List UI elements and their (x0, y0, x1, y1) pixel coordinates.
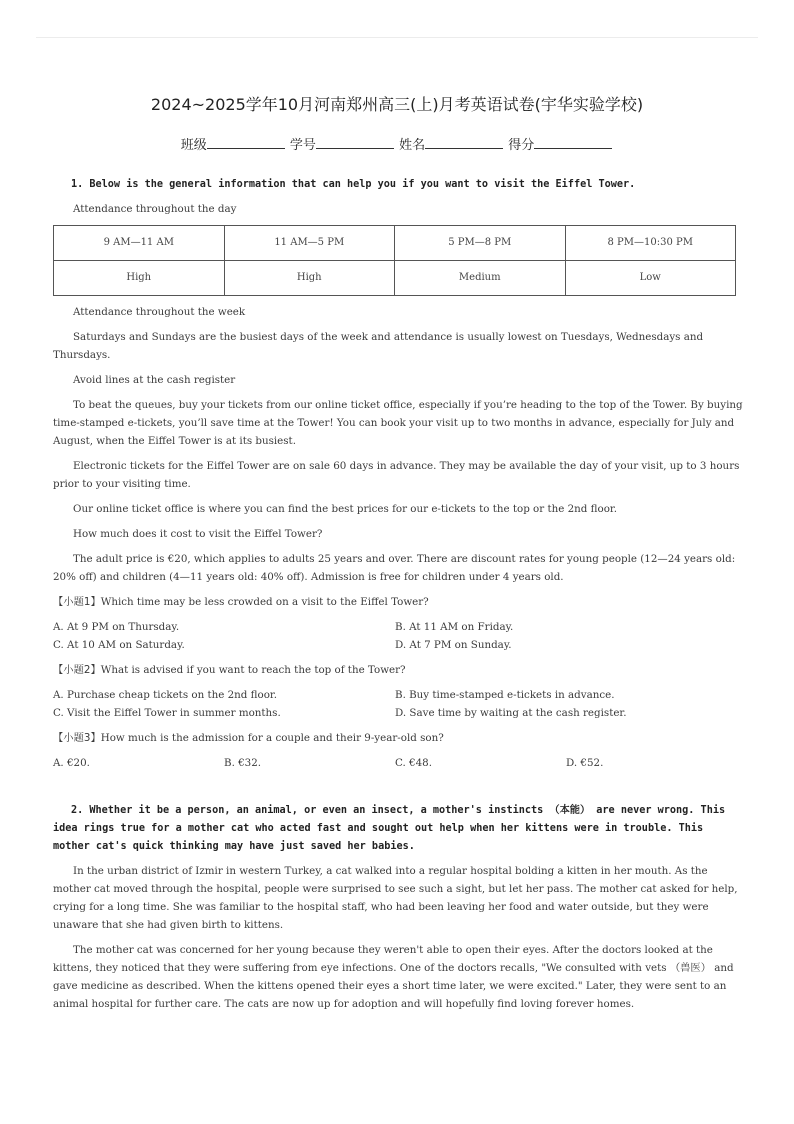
time-cell: 8 PM—10:30 PM (565, 226, 736, 261)
option-a[interactable]: A. Purchase cheap tickets on the 2nd floor. (53, 689, 277, 701)
question-2-paragraph-2: The mother cat was concerned for her young because they weren't able to open their eyes. After the doctors looked at the kittens, they noticed that they were suffering from eye infections. One of the doctors recalls, "We consulted with vets （兽医） and gave medicine as described. When the kittens opened their eyes a short time later, we were excited." Later, they were sent to an animal hospital for further care. The cats are now up for adoption and will hopefully find loving forever homes. (53, 944, 734, 1010)
option-b[interactable]: B. At 11 AM on Friday. (395, 621, 514, 633)
top-divider (36, 37, 758, 38)
option-c[interactable]: C. At 10 AM on Saturday. (53, 639, 185, 651)
table-row (54, 261, 736, 296)
option-d[interactable]: D. Save time by waiting at the cash register. (395, 707, 627, 719)
sub-question-2 (53, 661, 743, 679)
exam-content (53, 176, 743, 1020)
attendance-table (53, 225, 736, 296)
class-label: 班级 (180, 138, 207, 153)
score-label: 得分 (508, 138, 535, 153)
number-blank[interactable] (316, 136, 394, 149)
week-attendance-text: Saturdays and Sundays are the busiest days of the week and attendance is usually lowest on Tuesdays, Wednesdays and Thursdays. (53, 331, 704, 361)
time-cell: 11 AM—5 PM (224, 226, 395, 261)
level-cell: Medium (395, 261, 566, 296)
sub-question-text: How much is the admission for a couple and their 9-year-old son? (100, 732, 444, 744)
time-cell: 9 AM—11 AM (54, 226, 225, 261)
sub-question-text: What is advised if you want to reach the top of the Tower? (100, 664, 406, 676)
question-2-heading: 2. Whether it be a person, an animal, or even an insect, a mother's instincts （本能） are never wrong. This idea rings true for a mother cat who acted fast and sought out help when her kittens were in trouble. This mother cat's quick thinking may have just saved her babies. (53, 805, 726, 852)
name-blank[interactable] (425, 136, 503, 149)
class-blank[interactable] (207, 136, 285, 149)
option-a[interactable]: A. At 9 PM on Thursday. (53, 621, 180, 633)
sub-question-3 (53, 729, 743, 747)
sub-question-label: 【小题1】 (53, 596, 101, 608)
sub-question-3-options (53, 754, 743, 772)
sub-question-label: 【小题3】 (53, 732, 101, 744)
sub-question-1 (53, 593, 743, 611)
page-title: 2024~2025学年10月河南郑州高三(上)月考英语试卷(宇华实验学校) (150, 95, 644, 114)
option-a[interactable]: A. €20. (53, 757, 90, 769)
question-2-paragraph-1: In the urban district of Izmir in western Turkey, a cat walked into a regular hospital bolding a kitten in her mouth. As the mother cat moved through the hospital, people were surprised to see such a sight, but let her pass. The mother cat asked for help, crying for a long time. She was familiar to the hospital staff, who had been leaving her food and water outside, but they were unaware that she had given birth to kittens. (53, 865, 738, 931)
sub-question-1-options (53, 618, 743, 654)
avoid-lines-heading: Avoid lines at the cash register (73, 374, 236, 386)
option-c[interactable]: C. €48. (395, 757, 432, 769)
time-cell: 5 PM—8 PM (395, 226, 566, 261)
option-d[interactable]: D. At 7 PM on Sunday. (395, 639, 512, 651)
level-cell: Low (565, 261, 736, 296)
week-attendance-heading: Attendance throughout the week (73, 306, 246, 318)
option-b[interactable]: B. €32. (224, 757, 262, 769)
name-label: 姓名 (399, 138, 426, 153)
option-c[interactable]: C. Visit the Eiffel Tower in summer months. (53, 707, 281, 719)
cost-text: The adult price is €20, which applies to adults 25 years and over. There are discount rates for young people (12—24 years old: 20% off) and children (4—11 years old: 40% off). Admission is free for children under 4 years old. (53, 553, 736, 583)
option-d[interactable]: D. €52. (566, 757, 604, 769)
online-office-text: Our online ticket office is where you can find the best prices for our e-tickets to the top or the 2nd floor. (73, 503, 617, 515)
table-row (54, 226, 736, 261)
sub-question-label: 【小题2】 (53, 664, 101, 676)
score-blank[interactable] (534, 136, 612, 149)
level-cell: High (224, 261, 395, 296)
student-info-fields (0, 134, 794, 153)
sub-question-text: Which time may be less crowded on a visit to the Eiffel Tower? (100, 596, 429, 608)
sub-question-2-options (53, 686, 743, 722)
cost-heading: How much does it cost to visit the Eiffel Tower? (73, 528, 323, 540)
option-b[interactable]: B. Buy time-stamped e-tickets in advance. (395, 689, 615, 701)
question-1-heading: 1. Below is the general information that can help you if you want to visit the Eiffel Tower. (71, 179, 636, 190)
level-cell: High (54, 261, 225, 296)
etickets-text: Electronic tickets for the Eiffel Tower are on sale 60 days in advance. They may be available the day of your visit, up to 3 hours prior to your visiting time. (53, 460, 740, 490)
day-attendance-heading: Attendance throughout the day (73, 203, 237, 215)
avoid-lines-text: To beat the queues, buy your tickets from our online ticket office, especially if you’re heading to the top of the Tower. By buying time-stamped e-tickets, you’ll save time at the Tower! You can book your visit up to two months in advance, especially for July and August, when the Eiffel Tower is at its busiest. (53, 399, 743, 447)
number-label: 学号 (289, 138, 316, 153)
